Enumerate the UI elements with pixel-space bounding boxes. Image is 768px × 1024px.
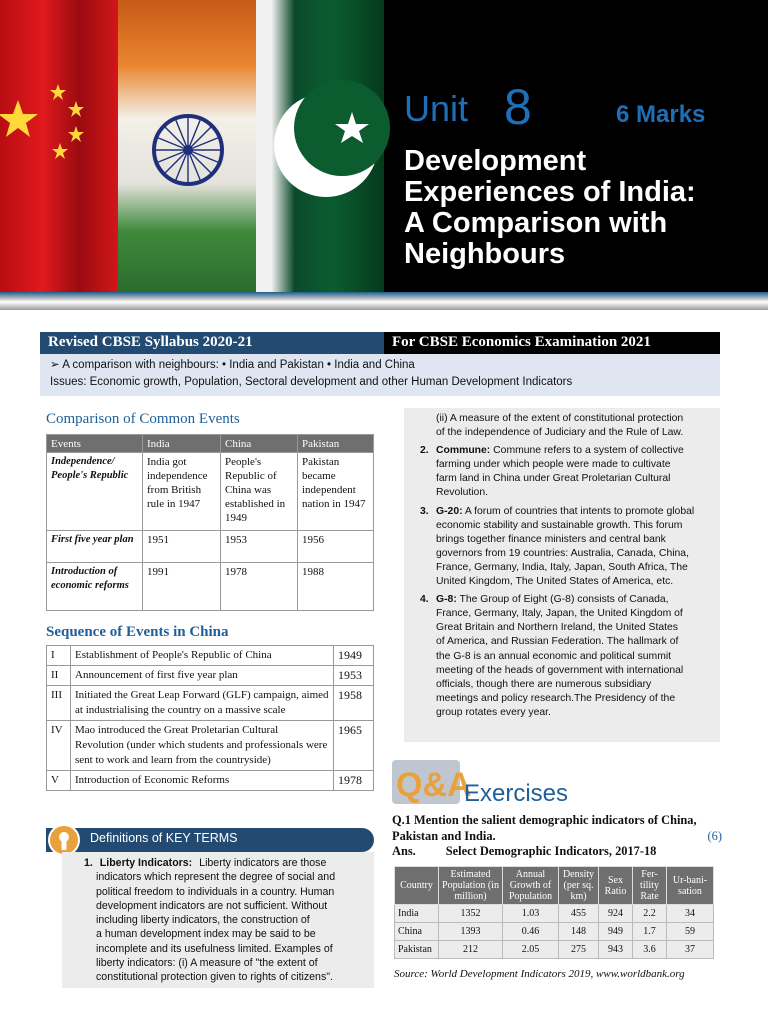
table-header: Pakistan (298, 435, 374, 453)
syllabus-body (40, 354, 720, 396)
definitions-panel (404, 408, 720, 742)
definition-line: Great Britain and Northern Ireland, the United States (436, 622, 679, 634)
definition-item-commune (416, 444, 714, 500)
table-header: Country (395, 867, 439, 905)
table-cell: 37 (667, 941, 714, 959)
china-flag-image (0, 0, 122, 296)
table-header: Density (per sq. km) (559, 867, 599, 905)
term-name: Commune: (436, 445, 491, 457)
question-1 (392, 812, 722, 844)
chapter-banner (0, 0, 768, 296)
table-cell: 1978 (221, 563, 298, 611)
table-cell: 1953 (221, 531, 298, 563)
table-row (47, 666, 374, 686)
table-cell: 943 (599, 941, 633, 959)
table-cell: Establishment of People's Republic of China (71, 646, 334, 666)
answer-label: Ans. (392, 844, 416, 858)
definition-line: governors from 19 countries: Australia, Canada, China, (436, 547, 689, 559)
table-header: Events (47, 435, 143, 453)
table-cell: 59 (667, 923, 714, 941)
definition-line: economic stability and sustainable growth. This forum (436, 519, 683, 531)
definition-continuation (416, 412, 714, 440)
table-row (47, 721, 374, 771)
table-header: Annual Growth of Population (503, 867, 559, 905)
table-header: China (221, 435, 298, 453)
definition-line: development indicators are not sufficient. Without (96, 899, 328, 912)
answer-line (392, 844, 656, 859)
table-cell: Independence/ People's Republic (47, 453, 143, 531)
definition-line: United Kingdom, The United States of America, etc. (436, 576, 674, 588)
table-row (47, 771, 374, 791)
table-cell: 212 (439, 941, 503, 959)
table-header-row (47, 435, 374, 453)
table-cell: 2.2 (633, 905, 667, 923)
definition-line: brings together finance ministers and central bank (436, 533, 666, 545)
unit-label: Unit (404, 88, 469, 129)
definition-line: of America, and Russian Federation. The hallmark of (436, 636, 679, 648)
table-cell: Mao introduced the Great Proletarian Cultural Revolution (under which students and professionals were sent to work and learn from the countryside) (71, 721, 334, 771)
table-cell: 2.05 (503, 941, 559, 959)
table-cell: Initiated the Great Leap Forward (GLF) campaign, aimed at industrialising the country on a massive scale (71, 686, 334, 721)
definition-line: indicators which represent the degree of social and (96, 871, 336, 884)
table-header: Fer-tility Rate (633, 867, 667, 905)
table-cell: 1951 (143, 531, 221, 563)
syllabus-header (40, 332, 720, 354)
table-cell: 0.46 (503, 923, 559, 941)
chapter-title (404, 146, 754, 270)
table-cell: 1978 (334, 771, 374, 791)
table-cell: Announcement of first five year plan (71, 666, 334, 686)
table-cell: 1958 (334, 686, 374, 721)
table-cell: 1352 (439, 905, 503, 923)
table-cell: 3.6 (633, 941, 667, 959)
definition-line: Liberty indicators are those (199, 857, 327, 869)
definition-line: farming under which people were made to cultivate (436, 459, 671, 471)
table-cell: 1949 (334, 646, 374, 666)
definition-line: France, Germany, Italy, Japan, the United Kingdom of (436, 608, 683, 620)
definition-line: meeting of the heads of government with international (436, 664, 684, 676)
table-cell: 1393 (439, 923, 503, 941)
table-row (47, 531, 374, 563)
pakistan-flag-image (256, 0, 384, 296)
qa-logo-text: Q&A (396, 766, 472, 804)
table-cell: 1953 (334, 666, 374, 686)
table-cell: China (395, 923, 439, 941)
table-cell: 1991 (143, 563, 221, 611)
definition-line: officials, though there are numerous subsidiary (436, 678, 652, 690)
table-header-row (395, 867, 714, 905)
table-cell: III (47, 686, 71, 721)
definition-item-g8 (416, 593, 714, 720)
table-cell: Introduction of Economic Reforms (71, 771, 334, 791)
syllabus-line: Issues: Economic growth, Population, Sectoral development and other Human Development Indicators (50, 376, 573, 388)
table-cell: 455 (559, 905, 599, 923)
definition-line: of the independence of Judiciary and the Rule of Law. (436, 427, 684, 439)
chapter-title-line: Development (404, 145, 587, 177)
table-cell: I (47, 646, 71, 666)
table-row (47, 686, 374, 721)
key-terms-body (62, 852, 374, 988)
table-cell: India (395, 905, 439, 923)
marks-label: 6 Marks (616, 101, 706, 128)
definition-line: Commune refers to a system of collective (493, 445, 684, 457)
item-number: 4. (420, 594, 429, 606)
table-header: Estimated Population (in million) (439, 867, 503, 905)
table-cell: 1.7 (633, 923, 667, 941)
definition-line: political freedom to individuals in a country. Human (96, 885, 335, 898)
table-cell: Introduction of economic reforms (47, 563, 143, 611)
qa-logo-icon (392, 756, 472, 806)
table-row (395, 905, 714, 923)
table-cell: 1.03 (503, 905, 559, 923)
definition-line: incomplete and its usefulness limited. Examples of (96, 942, 333, 955)
table-row (395, 941, 714, 959)
table-cell: India got independence from British rule in 1947 (143, 453, 221, 531)
demographic-table (394, 866, 714, 959)
chapter-title-line: A Comparison with (404, 207, 668, 239)
exercises-title: Exercises (464, 780, 569, 807)
sequence-heading: Sequence of Events in China (46, 624, 229, 640)
table-cell: First five year plan (47, 531, 143, 563)
definition-line: the G-8 is an annual economic and political summit (436, 650, 672, 662)
comparison-table (46, 434, 374, 611)
source-note: Source: World Development Indicators 2019, www.worldbank.org (394, 968, 685, 980)
table-cell: 1988 (298, 563, 374, 611)
question-line: Q.1 Mention the salient demographic indicators of China, (392, 813, 697, 827)
unit-number: 8 (504, 79, 532, 135)
india-flag-image (118, 0, 258, 296)
table-row (47, 453, 374, 531)
definition-line: including liberty indicators, the construction of (96, 914, 310, 927)
definition-line: group rotates every year. (436, 706, 551, 718)
table-row (47, 563, 374, 611)
definition-line: a human development index may be said to be (96, 928, 316, 941)
comparison-heading: Comparison of Common Events (46, 411, 240, 427)
table-cell: 275 (559, 941, 599, 959)
table-header: Ur-bani-sation (667, 867, 714, 905)
table-row (47, 646, 374, 666)
table-cell: II (47, 666, 71, 686)
table-cell: 34 (667, 905, 714, 923)
table-cell: 924 (599, 905, 633, 923)
definition-line: (ii) A measure of the extent of constitutional protection (436, 413, 684, 424)
table-cell: 148 (559, 923, 599, 941)
term-name: G-8: (436, 594, 457, 606)
table-row (395, 923, 714, 941)
item-number: 1. (84, 857, 93, 869)
item-number: 2. (420, 445, 429, 457)
table-cell: Pakistan became independent nation in 1947 (298, 453, 374, 531)
question-marks: (6) (707, 829, 722, 843)
chapter-title-line: Experiences of India: (404, 176, 696, 208)
chapter-title-line: Neighbours (404, 238, 566, 270)
item-number: 3. (420, 505, 429, 517)
definition-line: meetings and policy research.The Presidency of the (436, 692, 676, 704)
sequence-table (46, 645, 374, 791)
definition-line: A forum of countries that intents to promote global (464, 505, 695, 517)
key-terms-title: Definitions of KEY TERMS (90, 831, 238, 845)
table-cell: IV (47, 721, 71, 771)
definition-line: farm land in China under Great Proletarian Cultural (436, 473, 671, 485)
table-cell: 1965 (334, 721, 374, 771)
definition-line: constitutional protection given to rights of citizens". (96, 971, 333, 984)
table-cell: V (47, 771, 71, 791)
term-name: G-20: (436, 505, 463, 517)
syllabus-label: Revised CBSE Syllabus 2020-21 (40, 332, 384, 354)
banner-divider (0, 292, 768, 310)
table-cell: People's Republic of China was established in 1949 (221, 453, 298, 531)
table-cell: 1956 (298, 531, 374, 563)
answer-table-title: Select Demographic Indicators, 2017-18 (445, 844, 657, 858)
table-header: India (143, 435, 221, 453)
definition-item-g20 (416, 505, 714, 590)
definition-line: The Group of Eight (G-8) consists of Canada, (459, 594, 669, 606)
table-cell: 949 (599, 923, 633, 941)
question-line: Pakistan and India. (392, 829, 496, 843)
definition-line: France, Germany, India, Italy, Japan, South Africa, The (436, 561, 688, 573)
syllabus-line: ➢ A comparison with neighbours: • India and Pakistan • India and China (50, 359, 415, 371)
exam-label: For CBSE Economics Examination 2021 (384, 332, 720, 354)
definition-line: Revolution. (436, 487, 488, 499)
table-header: Sex Ratio (599, 867, 633, 905)
term-name: Liberty Indicators: (99, 857, 193, 869)
key-term-first-line (84, 856, 366, 870)
definition-line: liberty indicators: (i) A measure of "the extent of (96, 957, 318, 970)
table-cell: Pakistan (395, 941, 439, 959)
